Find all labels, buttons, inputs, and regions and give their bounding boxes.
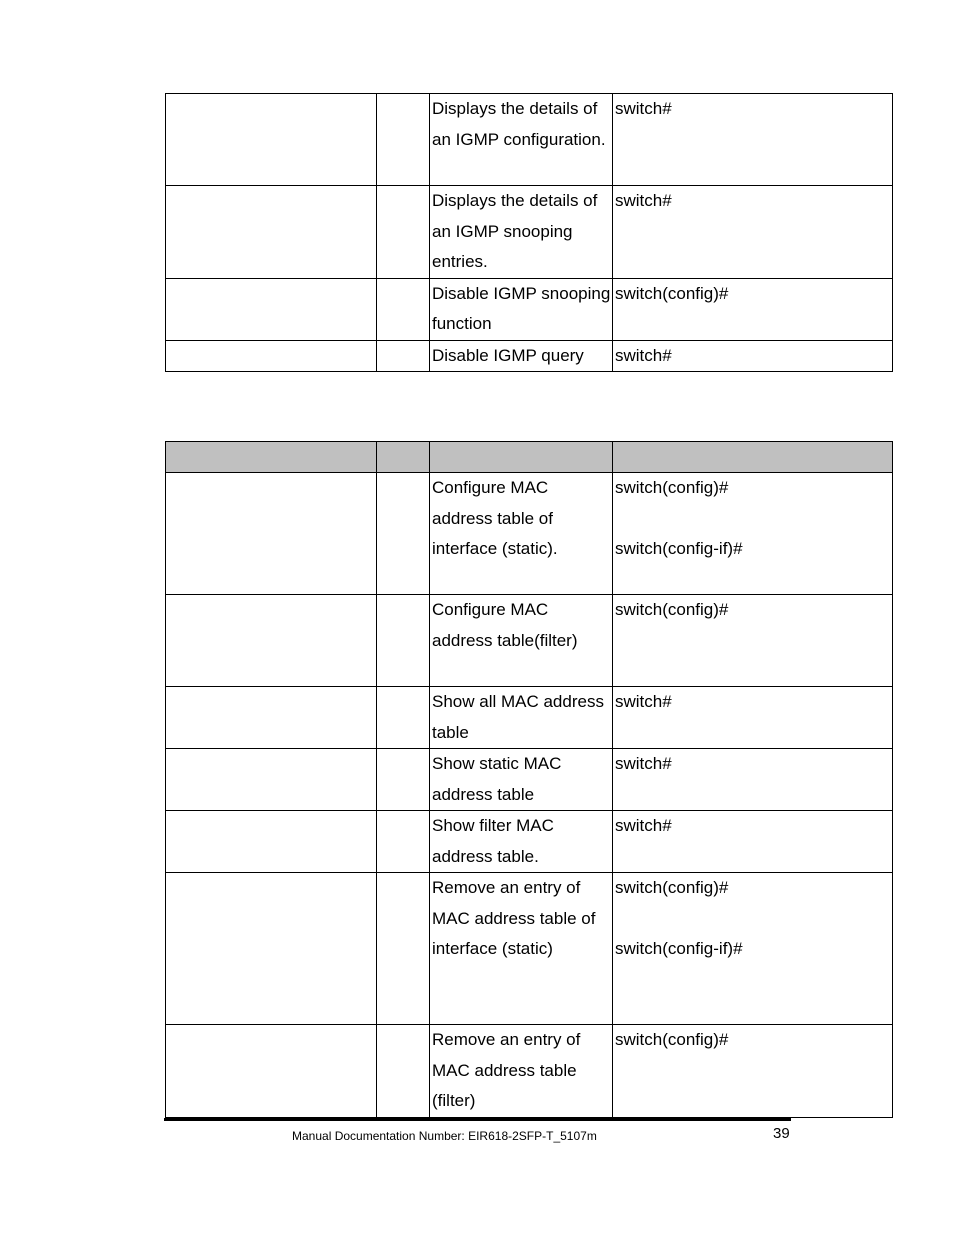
mode-cell: switch(config)# switch(config-if)# (613, 873, 893, 1025)
parameter-cell (377, 873, 430, 1025)
mode-cell: switch(config)# (613, 595, 893, 687)
parameter-cell (377, 94, 430, 186)
mode-cell: switch# (613, 811, 893, 873)
description-cell: Disable IGMP snooping function (430, 278, 613, 340)
table-row (166, 595, 893, 687)
parameter-cell (377, 687, 430, 749)
description-cell: Remove an entry of MAC address table (filter) (430, 1025, 613, 1118)
description-cell: Disable IGMP query (430, 340, 613, 372)
mode-cell: switch# (613, 749, 893, 811)
parameter-cell (377, 186, 430, 279)
table-row (166, 186, 893, 279)
table-header-row (166, 442, 893, 473)
page-number: 39 (773, 1125, 790, 1142)
command-cell (166, 595, 377, 687)
parameter-cell (377, 278, 430, 340)
header-cell (430, 442, 613, 473)
mode-cell: switch(config)# (613, 1025, 893, 1118)
command-cell (166, 811, 377, 873)
mode-cell: switch# (613, 687, 893, 749)
header-cell (166, 442, 377, 473)
mac-address-command-table (165, 441, 893, 1118)
description-cell: Displays the details of an IGMP configuration. (430, 94, 613, 186)
command-cell (166, 873, 377, 1025)
table-row (166, 340, 893, 372)
table-row (166, 873, 893, 1025)
footer-doc-number: Manual Documentation Number: EIR618-2SFP-T_5107m (292, 1129, 597, 1143)
table-row (166, 1025, 893, 1118)
command-cell (166, 94, 377, 186)
header-cell (613, 442, 893, 473)
table-row (166, 749, 893, 811)
description-cell: Displays the details of an IGMP snooping entries. (430, 186, 613, 279)
command-cell (166, 687, 377, 749)
igmp-command-table (165, 93, 893, 372)
command-cell (166, 1025, 377, 1118)
table-row (166, 278, 893, 340)
parameter-cell (377, 473, 430, 595)
command-cell (166, 278, 377, 340)
description-cell: Configure MAC address table of interface (static). (430, 473, 613, 595)
command-cell (166, 749, 377, 811)
mode-cell: switch# (613, 340, 893, 372)
table-row (166, 94, 893, 186)
parameter-cell (377, 811, 430, 873)
description-cell: Show filter MAC address table. (430, 811, 613, 873)
table-row (166, 811, 893, 873)
mode-cell: switch(config)# (613, 278, 893, 340)
footer-divider (164, 1118, 791, 1121)
header-cell (377, 442, 430, 473)
command-cell (166, 340, 377, 372)
mode-cell: switch# (613, 94, 893, 186)
parameter-cell (377, 340, 430, 372)
mode-cell: switch(config)# switch(config-if)# (613, 473, 893, 595)
parameter-cell (377, 749, 430, 811)
parameter-cell (377, 595, 430, 687)
parameter-cell (377, 1025, 430, 1118)
table-row (166, 687, 893, 749)
description-cell: Show all MAC address table (430, 687, 613, 749)
table-row (166, 473, 893, 595)
mode-cell: switch# (613, 186, 893, 279)
description-cell: Configure MAC address table(filter) (430, 595, 613, 687)
command-cell (166, 473, 377, 595)
command-cell (166, 186, 377, 279)
description-cell: Remove an entry of MAC address table of interface (static) (430, 873, 613, 1025)
description-cell: Show static MAC address table (430, 749, 613, 811)
